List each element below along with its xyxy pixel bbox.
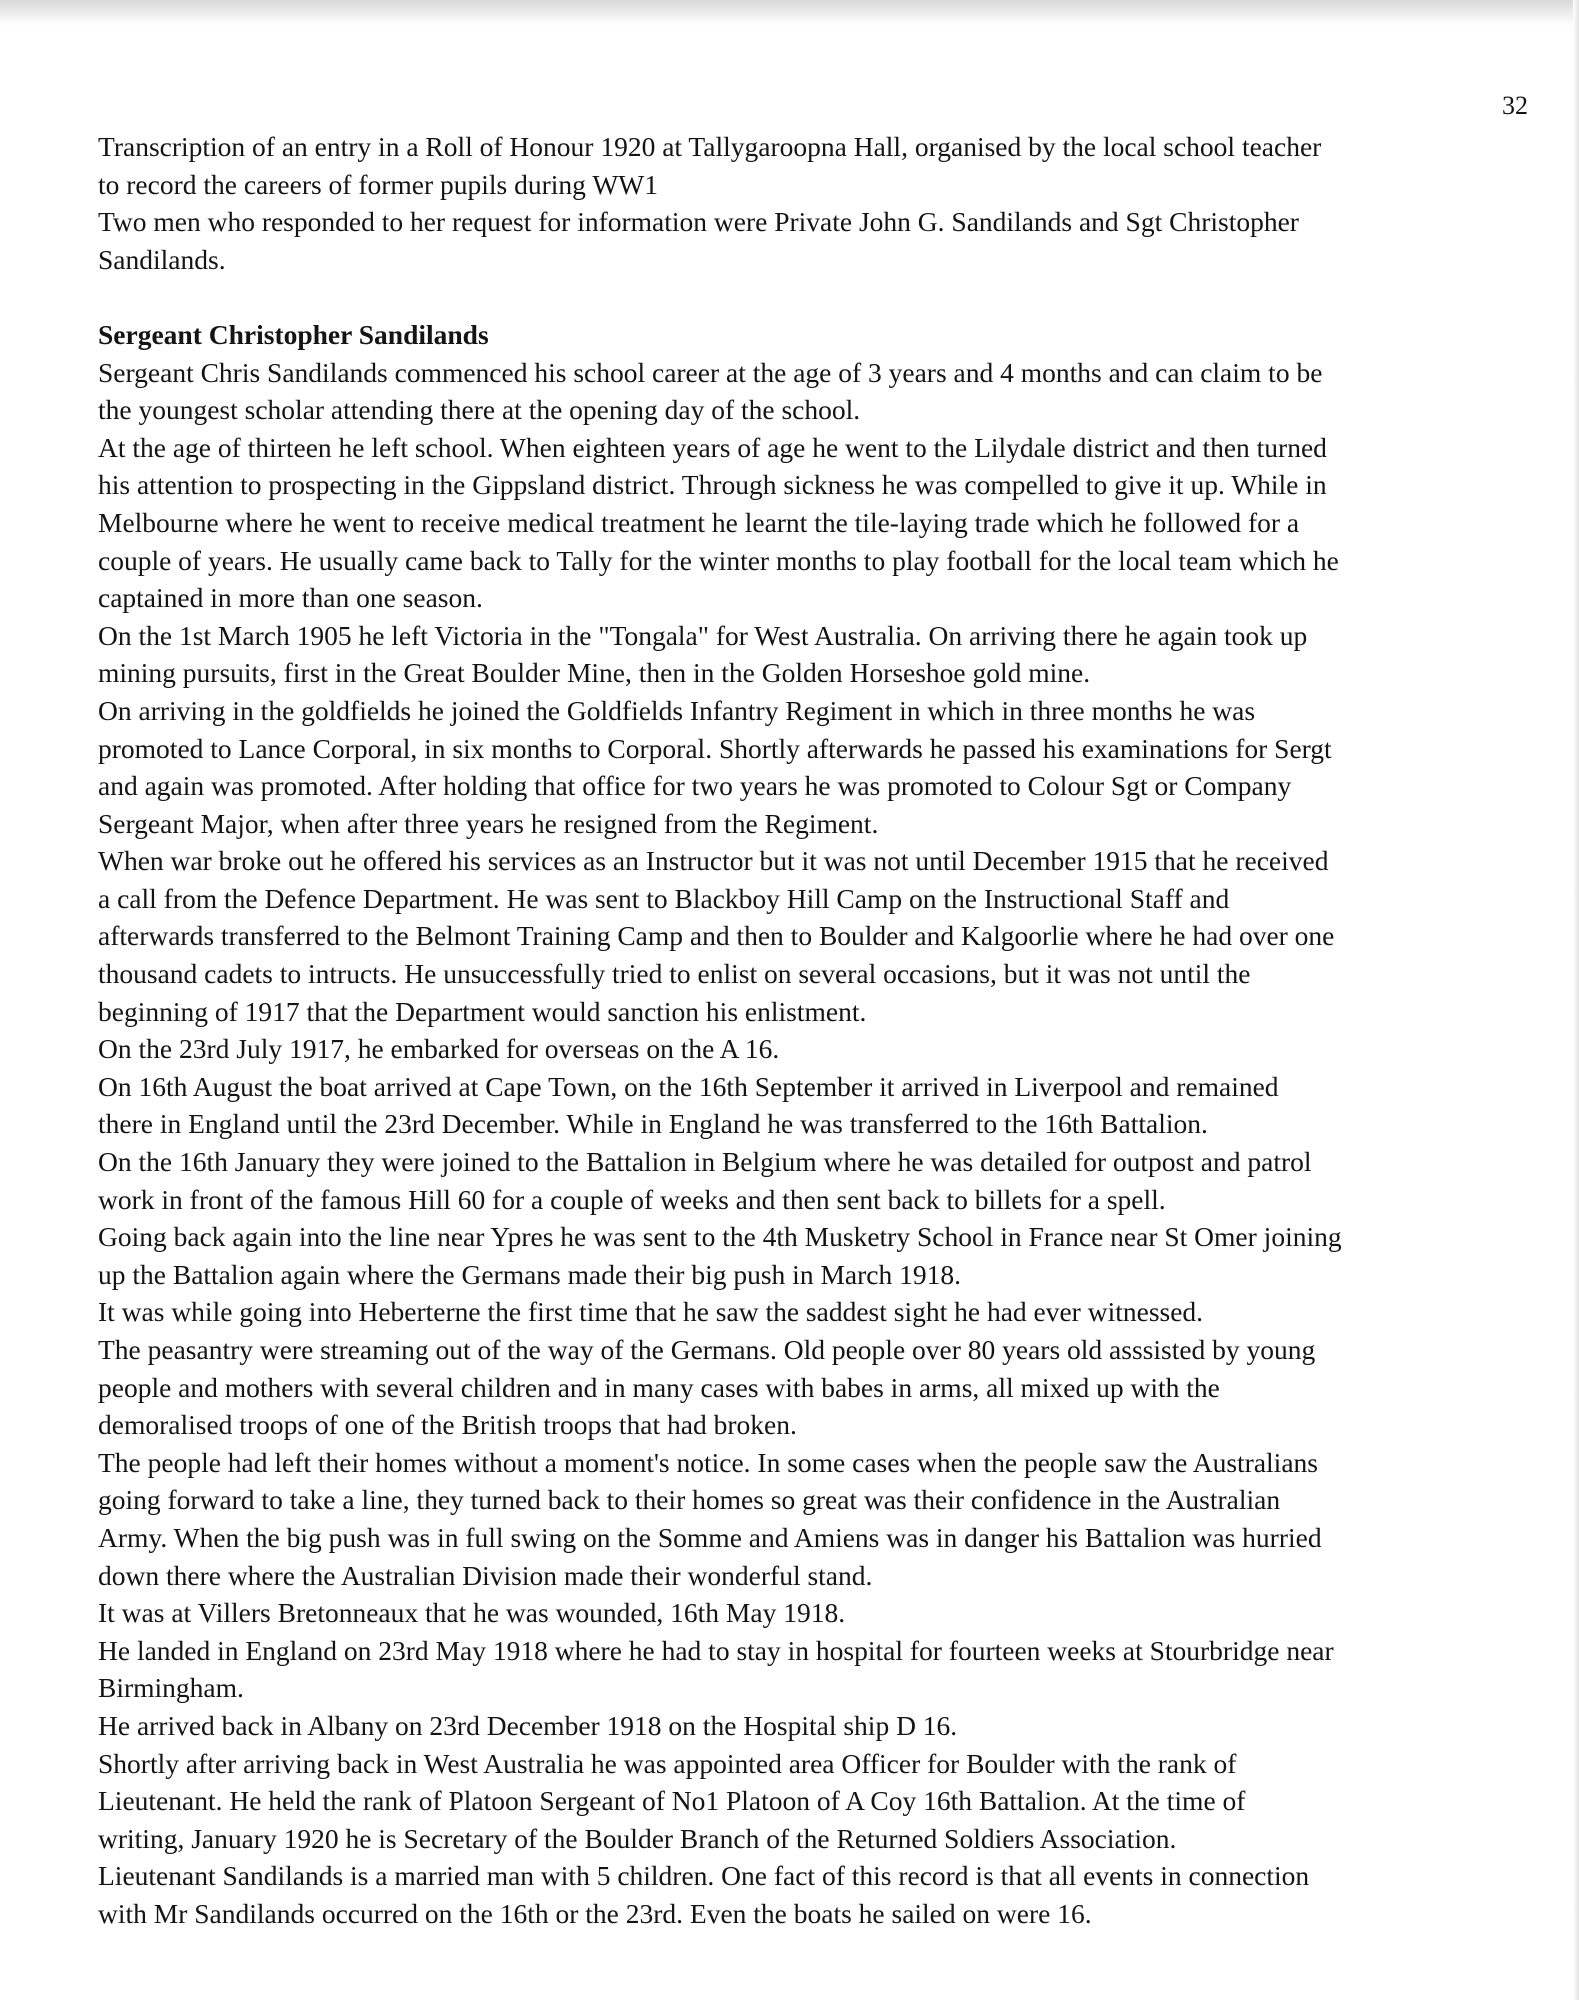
text-line: On 16th August the boat arrived at Cape Town, on the 16th September it arrived in Liverpool and remained (98, 1070, 1279, 1102)
biography-text (98, 354, 1538, 1933)
document-body (98, 128, 1538, 1933)
text-line: captained in more than one season. (98, 582, 483, 614)
text-line: Lieutenant. He held the rank of Platoon Sergeant of No1 Platoon of A Coy 16th Battalion. At the time of (98, 1785, 1246, 1817)
text-line: Melbourne where he went to receive medical treatment he learnt the tile-laying trade which he followed for a (98, 506, 1300, 538)
text-line: Lieutenant Sandilands is a married man with 5 children. One fact of this record is that all events in connection (98, 1860, 1310, 1892)
paragraph-spacer (98, 278, 1538, 316)
text-line: couple of years. He usually came back to Tally for the winter months to play football for the local team which he (98, 544, 1339, 576)
text-line: He landed in England on 23rd May 1918 where he had to stay in hospital for fourteen weeks at Stourbridge near (98, 1634, 1334, 1666)
page-number: 32 (1502, 91, 1528, 120)
text-line: Two men who responded to her request for information were Private John G. Sandilands and Sgt Christopher (98, 206, 1299, 238)
text-line: Sandilands. (98, 243, 226, 275)
text-line: with Mr Sandilands occurred on the 16th or the 23rd. Even the boats he sailed on were 16. (98, 1897, 1092, 1929)
text-line: his attention to prospecting in the Gippsland district. Through sickness he was compelled to give it up. While in (98, 469, 1327, 501)
text-line: and again was promoted. After holding that office for two years he was promoted to Colour Sgt or Company (98, 770, 1292, 802)
text-line: a call from the Defence Department. He was sent to Blackboy Hill Camp on the Instructional Staff and (98, 882, 1230, 914)
section-heading: Sergeant Christopher Sandilands (98, 318, 489, 350)
text-line: The peasantry were streaming out of the way of the Germans. Old people over 80 years old asssisted by young (98, 1334, 1316, 1365)
text-line: demoralised troops of one of the British troops that had broken. (98, 1409, 797, 1441)
text-line: It was while going into Heberterne the first time that he saw the saddest sight he had ever witnessed. (98, 1296, 1204, 1328)
text-line: Army. When the big push was in full swing on the Somme and Amiens was in danger his Battalion was hurried (98, 1521, 1322, 1553)
text-line: On the 16th January they were joined to the Battalion in Belgium where he was detailed for outpost and patrol (98, 1146, 1312, 1178)
text-line: promoted to Lance Corporal, in six months to Corporal. Shortly afterwards he passed his examinations for Sergt (98, 732, 1332, 764)
text-line: writing, January 1920 he is Secretary of the Boulder Branch of the Returned Soldiers Association. (98, 1822, 1177, 1854)
text-line: work in front of the famous Hill 60 for a couple of weeks and then sent back to billets for a spell. (98, 1183, 1166, 1215)
text-line: On arriving in the goldfields he joined the Goldfields Infantry Regiment in which in three months he was (98, 694, 1256, 726)
text-line: up the Battalion again where the Germans made their big push in March 1918. (98, 1258, 961, 1290)
text-line: there in England until the 23rd December. While in England he was transferred to the 16th Battalion. (98, 1108, 1208, 1140)
text-line: afterwards transferred to the Belmont Training Camp and then to Boulder and Kalgoorlie where he had over one (98, 920, 1335, 952)
scan-edge-right (1573, 0, 1579, 2000)
text-line: The people had left their homes without a moment's notice. In some cases when the people saw the Australians (98, 1446, 1318, 1478)
text-line: Transcription of an entry in a Roll of Honour 1920 at Tallygaroopna Hall, organised by the local school teacher (98, 131, 1322, 162)
text-line: down there where the Australian Division made their wonderful stand. (98, 1559, 873, 1591)
text-line: beginning of 1917 that the Department would sanction his enlistment. (98, 995, 867, 1027)
text-line: It was at Villers Bretonneaux that he was wounded, 16th May 1918. (98, 1597, 846, 1629)
text-line: Sergeant Major, when after three years he resigned from the Regiment. (98, 807, 879, 839)
text-line: Sergeant Chris Sandilands commenced his school career at the age of 3 years and 4 months and can claim to be (98, 356, 1323, 388)
text-line: the youngest scholar attending there at the opening day of the school. (98, 394, 861, 426)
text-line: When war broke out he offered his services as an Instructor but it was not until December 1915 that he received (98, 845, 1329, 877)
text-line: At the age of thirteen he left school. When eighteen years of age he went to the Lilydale district and then turned (98, 431, 1327, 463)
text-line: On the 23rd July 1917, he embarked for overseas on the A 16. (98, 1033, 780, 1065)
text-line: Birmingham. (98, 1672, 244, 1704)
intro-paragraph (98, 128, 1538, 278)
text-line: Shortly after arriving back in West Australia he was appointed area Officer for Boulder with the rank of (98, 1747, 1237, 1779)
text-line: Going back again into the line near Ypres he was sent to the 4th Musketry School in France near St Omer joining (98, 1221, 1342, 1253)
text-line: going forward to take a line, they turned back to their homes so great was their confidence in the Australian (98, 1484, 1281, 1516)
text-line: He arrived back in Albany on 23rd December 1918 on the Hospital ship D 16. (98, 1709, 958, 1741)
text-line: thousand cadets to intructs. He unsuccessfully tried to enlist on several occasions, but it was not until the (98, 958, 1251, 990)
text-line: to record the careers of former pupils during WW1 (98, 168, 658, 200)
text-line: mining pursuits, first in the Great Boulder Mine, then in the Golden Horseshoe gold mine. (98, 657, 1091, 689)
scan-edge-top (0, 0, 1579, 26)
text-line: On the 1st March 1905 he left Victoria in the "Tongala" for West Australia. On arriving there he again took up (98, 619, 1308, 651)
text-line: people and mothers with several children and in many cases with babes in arms, all mixed up with the (98, 1371, 1220, 1403)
